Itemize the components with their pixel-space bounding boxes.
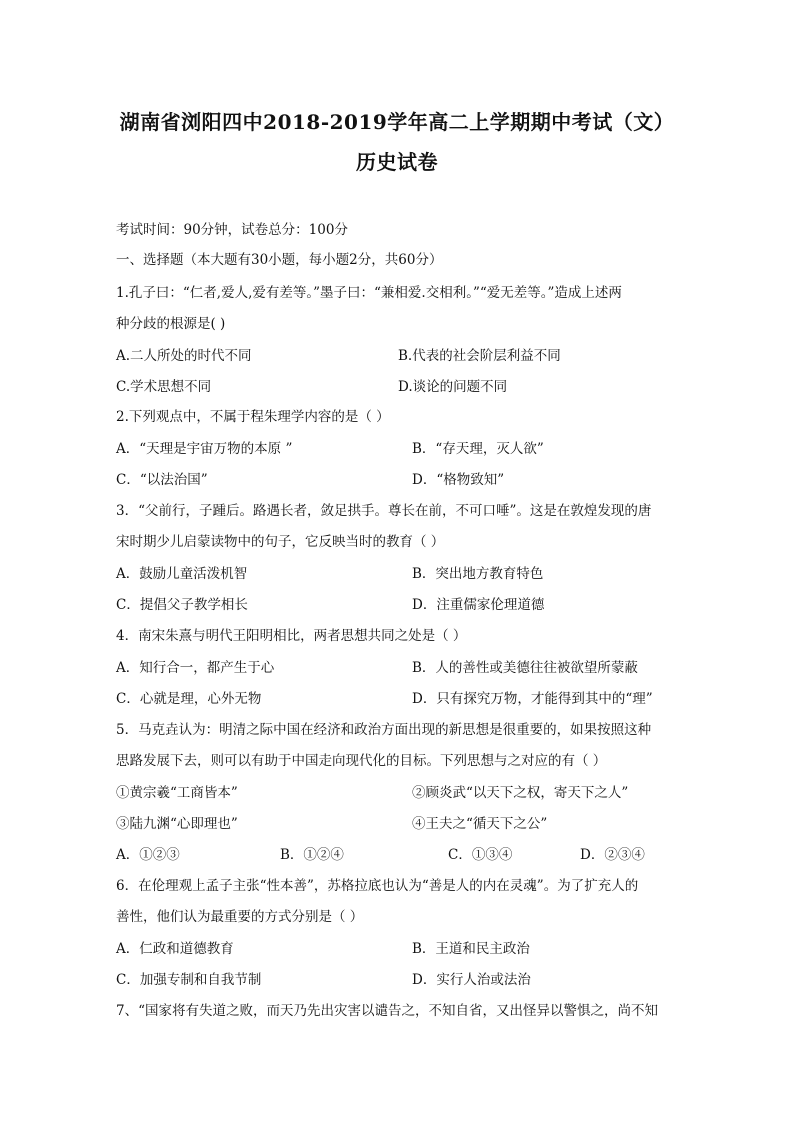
question-3-option-d: D．注重儒家伦理道德 bbox=[412, 597, 545, 613]
question-3-line-2: 宋时期少儿启蒙读物中的句子，它反映当时的教育（ ） bbox=[116, 534, 445, 550]
question-1-option-d: D.谈论的问题不同 bbox=[398, 379, 508, 395]
question-3-option-c: C．提倡父子教学相长 bbox=[116, 597, 248, 613]
question-5-option-c: C．①③④ bbox=[448, 847, 513, 863]
question-5-option-a: A．①②③ bbox=[116, 847, 180, 863]
question-3-option-b: B．突出地方教育特色 bbox=[412, 566, 544, 582]
question-5-line-1: 5．马克垚认为：明清之际中国在经济和政治方面出现的新思想是很重要的，如果按照这种 bbox=[116, 722, 652, 738]
question-1-option-a: A.二人所处的时代不同 bbox=[116, 348, 252, 364]
question-6-option-a: A．仁政和道德教育 bbox=[116, 941, 234, 957]
question-2-option-d: D．“格物致知” bbox=[412, 472, 505, 488]
question-1-option-c: C.学术思想不同 bbox=[116, 379, 212, 395]
question-5-option-b: B．①②④ bbox=[280, 847, 344, 863]
question-4-option-b: B．人的善性或美德往往被欲望所蒙蔽 bbox=[412, 660, 638, 676]
question-2-line-1: 2.下列观点中，不属于程朱理学内容的是（ ） bbox=[116, 409, 390, 425]
question-5-item-1: ①黄宗羲“工商皆本” bbox=[116, 785, 238, 801]
question-5-option-d: D．②③④ bbox=[580, 847, 645, 863]
question-2-option-a: A．“天理是宇宙万物的本原 ” bbox=[116, 441, 293, 457]
question-5-line-2: 思路发展下去，则可以有助于中国走向现代化的目标。下列思想与之对应的有（ ） bbox=[116, 753, 607, 769]
question-5-item-4: ④王夫之“循天下之公” bbox=[412, 816, 548, 832]
question-6-option-c: C．加强专制和自我节制 bbox=[116, 972, 262, 988]
question-7-line-1: 7、“国家将有失道之败，而天乃先出灾害以谴告之，不知自省，又出怪异以警惧之，尚不知 bbox=[116, 1003, 658, 1019]
question-5-item-2: ②顾炎武“以天下之权，寄天下之人” bbox=[412, 785, 629, 801]
exam-info: 考试时间：90分钟，试卷总分：100分 bbox=[116, 222, 348, 238]
question-4-option-d: D．只有探究万物，才能得到其中的“理” bbox=[412, 691, 653, 707]
section-heading: 一、选择题（本大题有30小题，每小题2分，共60分） bbox=[116, 252, 443, 268]
question-6-option-d: D．实行人治或法治 bbox=[412, 972, 531, 988]
question-3-line-1: 3．“父前行，子踵后。路遇长者，敛足拱手。尊长在前，不可口唾”。这是在敦煌发现的唐 bbox=[116, 503, 652, 519]
question-5-item-3: ③陆九渊“心即理也” bbox=[116, 816, 238, 832]
question-2-option-b: B．“存天理，灭人欲” bbox=[412, 441, 544, 457]
question-1-line-2: 种分歧的根源是( ) bbox=[116, 316, 226, 332]
page-subtitle: 历史试卷 bbox=[356, 150, 438, 174]
question-1-option-b: B.代表的社会阶层利益不同 bbox=[398, 348, 561, 364]
question-4-option-c: C．心就是理，心外无物 bbox=[116, 691, 262, 707]
question-6-line-1: 6．在伦理观上孟子主张“性本善”，苏格拉底也认为“善是人的内在灵魂”。为了扩充人的 bbox=[116, 878, 639, 894]
question-2-option-c: C．“以法治国” bbox=[116, 472, 208, 488]
question-1-line-1: 1.孔子曰：“仁者,爱人,爱有差等。”墨子曰：“兼相爱.交相利。”“爱无差等。”造成上述两 bbox=[116, 285, 622, 301]
question-4-line-1: 4．南宋朱熹与明代王阳明相比，两者思想共同之处是（ ） bbox=[116, 628, 467, 644]
question-3-option-a: A．鼓励儿童活泼机智 bbox=[116, 566, 248, 582]
question-6-line-2: 善性，他们认为最重要的方式分别是（ ） bbox=[116, 909, 364, 925]
question-4-option-a: A．知行合一，都产生于心 bbox=[116, 660, 275, 676]
question-6-option-b: B．王道和民主政治 bbox=[412, 941, 530, 957]
page-title: 湖南省浏阳四中2018-2019学年高二上学期期中考试（文） bbox=[119, 110, 675, 134]
